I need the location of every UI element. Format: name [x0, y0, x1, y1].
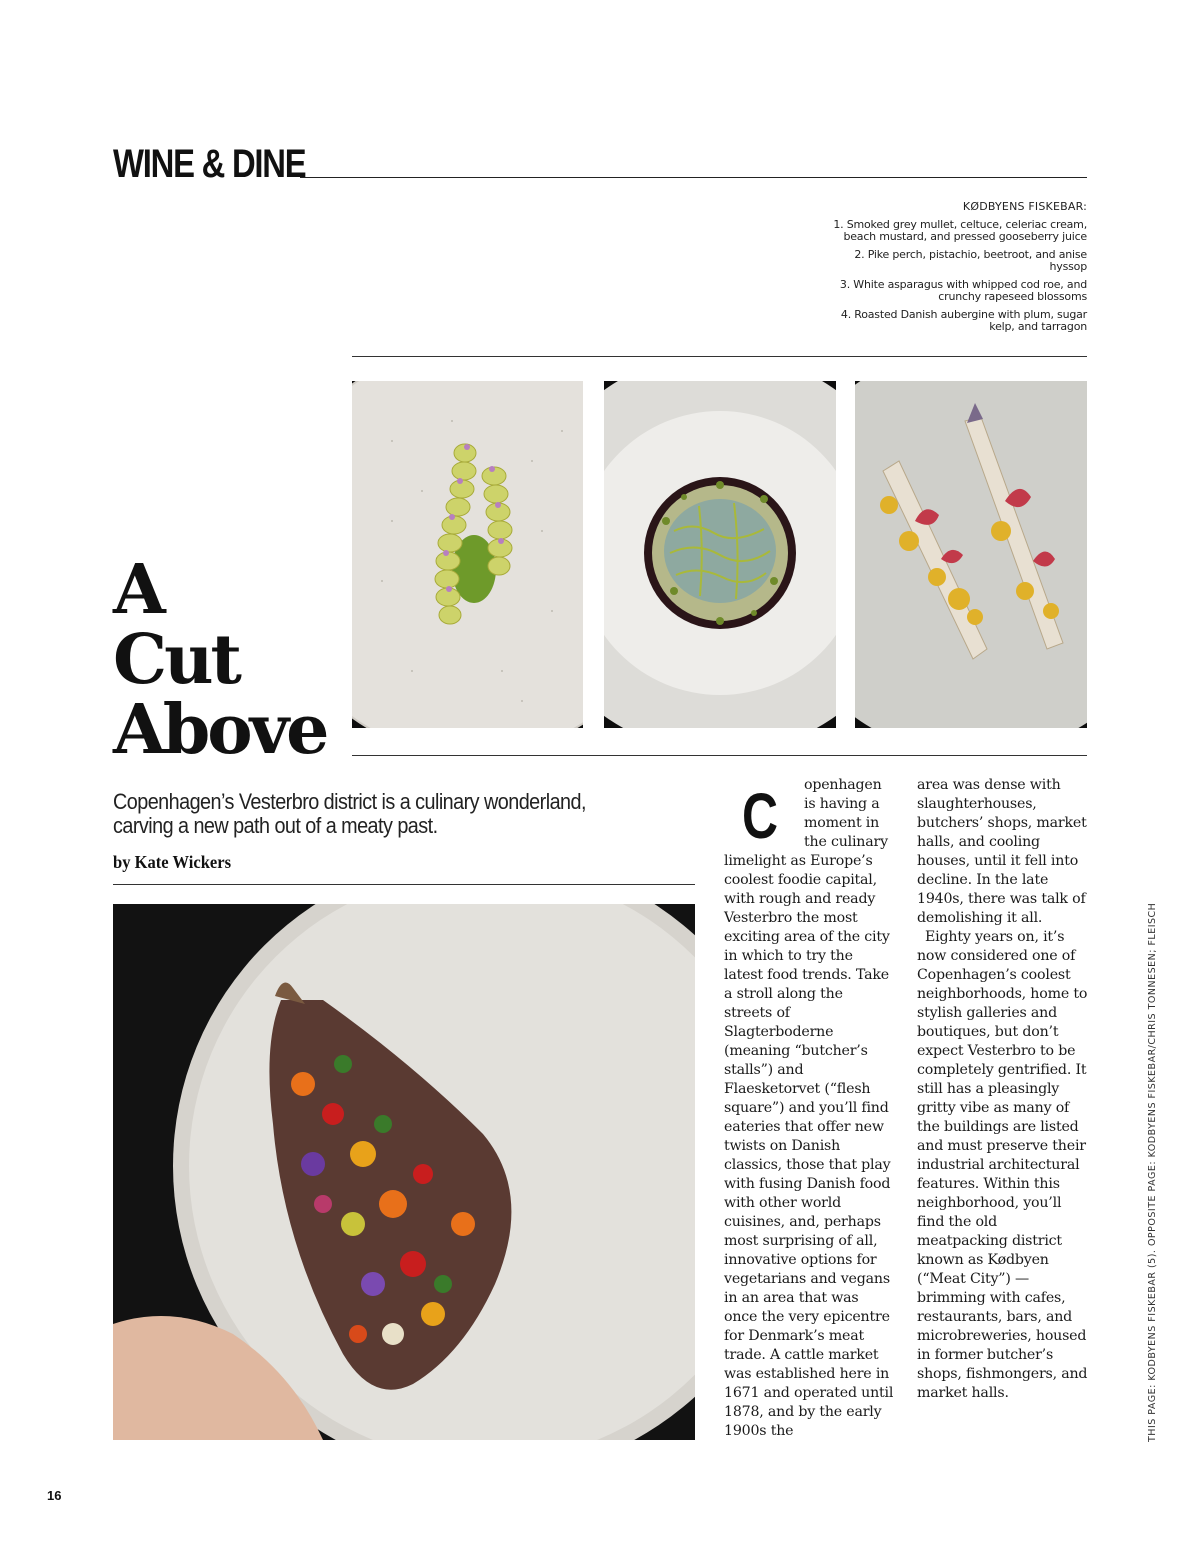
body-column-2	[917, 776, 1089, 1403]
photo-roasted-aubergine	[113, 904, 695, 1440]
dek: Copenhagen’s Vesterbro district is a culinary wonderland, carving a new path out of a meaty past.	[113, 789, 586, 838]
caption-item-3: 3. White asparagus with whipped cod roe, and crunchy rapeseed blossoms	[839, 278, 1087, 303]
photo-pike-perch	[604, 381, 836, 728]
body-paragraph-3: Eighty years on, it’s now considered one of Copenhagen’s coolest neighborhoods, home to stylish galleries and boutiques, but don’t expect Vesterbro to be completely gentrified. It still has a pleasingly gritty vibe as many of the buildings are listed and must preserve their industrial architectural features. Within this neighborhood, you’ll find the old meatpacking district known as Kødbyen (“Meat City”) — brimming with cafes, restaurants, bars, and microbreweries, housed in former butcher’s shops, fishmongers, and market halls.	[917, 929, 1088, 1401]
page-number: 16	[47, 1488, 62, 1503]
caption-item-2: 2. Pike perch, pistachio, beetroot, and anise hyssop	[854, 248, 1087, 273]
photo-rule	[352, 755, 1087, 756]
section-header	[113, 140, 1087, 184]
headline	[113, 550, 327, 770]
photo-credit: THIS PAGE: KODBYENS FISKEBAR (5). OPPOSITE PAGE: KODBYENS FISKEBAR/CHRIS TONNESEN; FLEISCH	[1147, 902, 1158, 1442]
section-title: WINE & DINE	[113, 142, 306, 186]
photo-smoked-mullet	[352, 381, 583, 728]
body-paragraph-2: area was dense with slaughterhouses, butchers’ shops, market halls, and cooling houses, until it fell into decline. In the late 1940s, there was talk of demolishing it all.	[917, 777, 1087, 926]
body-column-1	[724, 776, 894, 1441]
photo-captions	[827, 201, 1087, 339]
headline-line-1: A	[113, 550, 163, 630]
photo-white-asparagus	[855, 381, 1087, 728]
drop-cap: C	[742, 780, 778, 852]
headline-line-2: Cut	[113, 620, 239, 700]
body-paragraph-1: openhagen is having a moment in the culinary limelight as Europe’s coolest foodie capital, with rough and ready Vesterbro the most exciting area of the city in which to try the latest food trends. Take a stroll along the streets of Slagterboderne (meaning “butcher’s stalls”) and Flaesketorvet (“flesh square”) and you’ll find eateries that offer new twists on Danish classics, those that play with fusing Danish food with other world cuisines, and, perhaps most surprising of all, innovative options for vegetarians and vegans in an area that was once the very epicentre for Denmark’s meat trade. A cattle market was established here in 1671 and operated until 1878, and by the early 1900s the	[724, 777, 894, 1439]
caption-item-1: 1. Smoked grey mullet, celtuce, celeriac cream, beach mustard, and pressed gooseberry juice	[833, 218, 1087, 243]
caption-rule	[352, 356, 1087, 357]
section-rule	[300, 177, 1087, 178]
headline-line-3: Above	[113, 690, 327, 770]
caption-heading: KØDBYENS FISKEBAR:	[962, 200, 1087, 213]
caption-item-4: 4. Roasted Danish aubergine with plum, sugar kelp, and tarragon	[840, 308, 1087, 333]
byline-rule	[113, 884, 695, 885]
byline: by Kate Wickers	[113, 852, 232, 872]
